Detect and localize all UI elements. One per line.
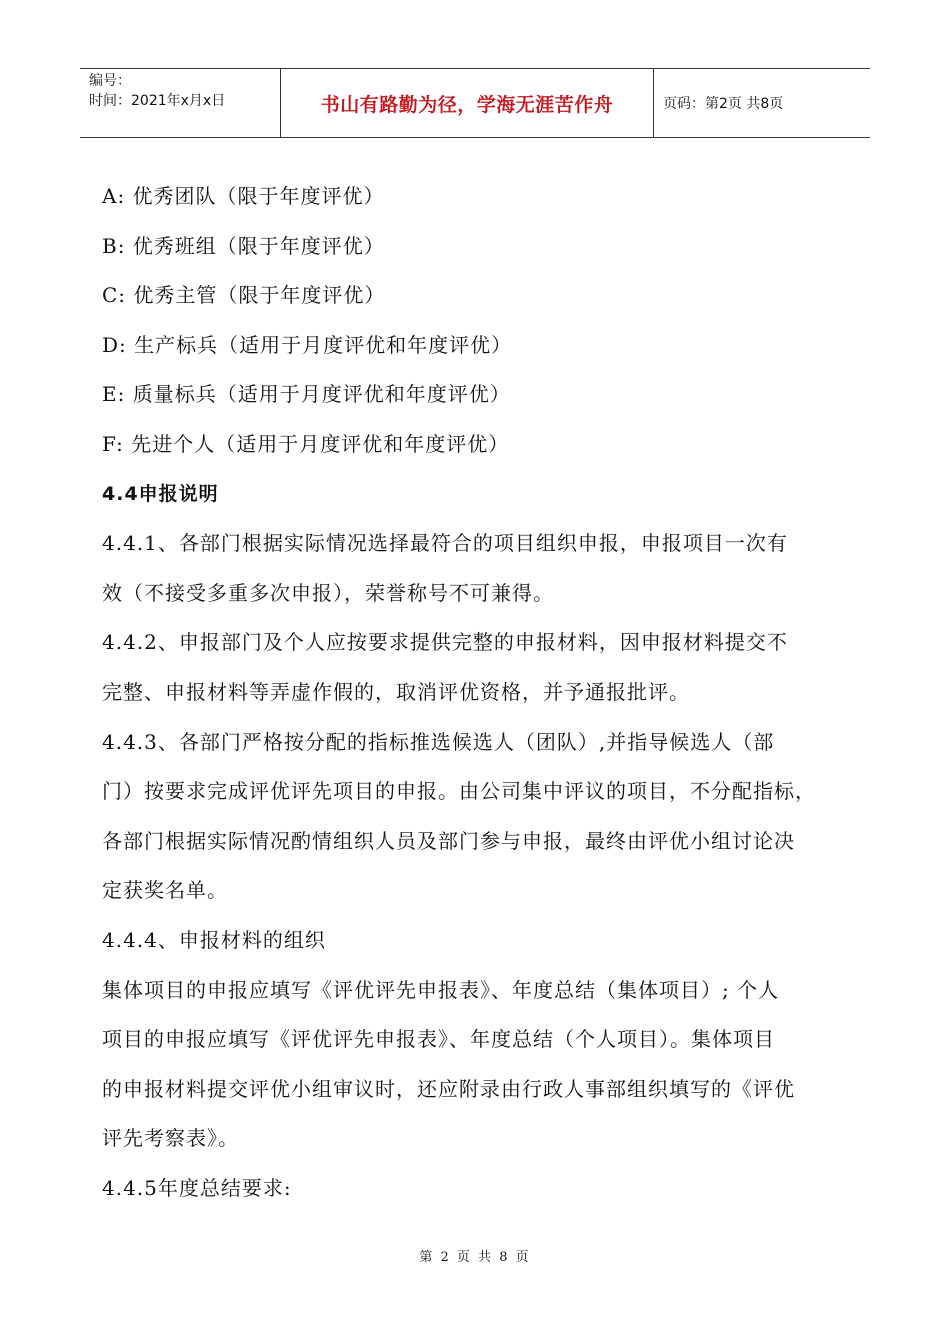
page-footer: 第 2 页 共 8 页: [419, 1250, 531, 1265]
paragraph-line: 4.4.2、申报部门及个人应按要求提供完整的申报材料，因申报材料提交不: [102, 630, 788, 655]
subsection-heading: 4.4.4、申报材料的组织: [102, 927, 326, 952]
list-item-a: A: 优秀团队（限于年度评优）: [102, 184, 385, 208]
paragraph-line: 集体项目的申报应填写《评优评先申报表》、年度总结（集体项目）; 个人: [102, 977, 780, 1002]
paragraph-line: 4.4.3、各部门严格按分配的指标推选候选人（团队）,并指导候选人（部: [102, 729, 775, 754]
paragraph-line: 评先考察表》。: [102, 1126, 239, 1151]
paragraph-line: 完整、申报材料等弄虚作假的，取消评优资格，并予通报批评。: [102, 679, 690, 704]
header-motto: 书山有路勤为径，学海无涯苦作舟: [281, 69, 654, 137]
paragraph-line: 项目的申报应填写《评优评先申报表》、年度总结（个人项目）。集体项目: [102, 1027, 775, 1052]
document-time-label: 时间：2021年x月x日: [89, 93, 226, 109]
paragraph-line: 效（不接受多重多次申报），荣誉称号不可兼得。: [102, 580, 554, 605]
header-page-label: 页码：第2页 共8页: [663, 96, 784, 112]
list-item-c: C: 优秀主管（限于年度评优）: [102, 283, 386, 308]
paragraph-line: 各部门根据实际情况酌情组织人员及部门参与申报，最终由评优小组讨论决: [102, 828, 795, 853]
list-item-d: D: 生产标兵（适用于月度评优和年度评优）: [102, 332, 513, 357]
paragraph-line: 门）按要求完成评优评先项目的申报。由公司集中评议的项目，不分配指标，: [102, 779, 816, 804]
paragraph-line: 的申报材料提交评优小组审议时，还应附录由行政人事部组织填写的《评优: [102, 1076, 795, 1101]
page-header: [80, 68, 870, 138]
list-item-b: B: 优秀班组（限于年度评优）: [102, 233, 385, 258]
document-body: [102, 172, 862, 1213]
paragraph-line: 4.4.1、各部门根据实际情况选择最符合的项目组织申报，申报项目一次有: [102, 531, 788, 556]
list-item-e: E: 质量标兵（适用于月度评优和年度评优）: [102, 382, 511, 407]
header-meta-cell: [80, 69, 281, 137]
subsection-heading: 4.4.5年度总结要求:: [102, 1175, 292, 1200]
section-heading-4-4: 4.4申报说明: [102, 482, 219, 505]
list-item-f: F: 先进个人（适用于月度评优和年度评优）: [102, 431, 510, 456]
document-number-label: 编号：: [89, 73, 131, 89]
paragraph-line: 定获奖名单。: [102, 878, 228, 903]
